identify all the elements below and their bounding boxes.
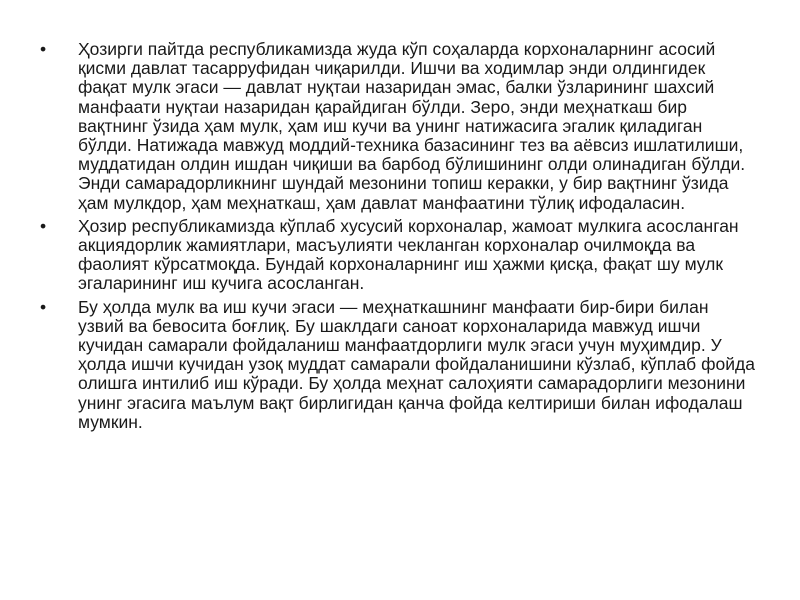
bullet-text: Бу ҳолда мулк ва иш кучи эгаси — меҳнаткашнинг манфаати бир-бири билан узвий ва бевосита боғлиқ. Бу шаклдаги саноат корхоналарида мавжуд ишчи кучидан самарали фойдаланиш манфаатдорлиги мулк эгаси учун муҳимдир. У ҳолда ишчи кучидан узоқ муддат самарали фойдаланишини кўзлаб, кўплаб фойда олишга интилиб иш кўради. Бу ҳолда меҳнат салоҳияти самарадорлиги мезонини унинг эгасига маълум вақт бирлигидан қанча фойда келтириши билан ифодалаш мумкин. bbox=[78, 296, 755, 432]
bullet-item-1 bbox=[36, 40, 756, 213]
bullet-item-2 bbox=[36, 217, 756, 294]
bullet-item-3 bbox=[36, 298, 756, 432]
bullet-dot-icon: • bbox=[40, 296, 47, 317]
bullet-text: Ҳозирги пайтда республикамизда жуда кўп соҳаларда корхоналарнинг асосий қисми давлат тасарруфидан чиқарилди. Ишчи ва ходимлар энди олдингидек фақат мулк эгаси — давлат нуқтаи назаридан эмас, балки ўзларининг шахсий манфаати нуқтаи назаридан қарайдиган бўлди. Зеро, энди меҳнаткаш бир вақтнинг ўзида ҳам мулк, ҳам иш кучи ва унинг натижасига эгалик қиладиган бўлди. Натижада мавжуд моддий-техника базасининг тез ва аёвсиз ишлатилиши, муддатидан олдин ишдан чиқиши ва барбод бўлишининг олди олинадиган бўлди. Энди самарадорликнинг шундай мезонини топиш керакки, у бир вақтнинг ўзида ҳам мулкдор, ҳам меҳнаткаш, ҳам давлат манфаатини тўлиқ ифодаласин. bbox=[78, 39, 746, 213]
bullet-list bbox=[36, 40, 756, 436]
bullet-dot-icon: • bbox=[40, 215, 47, 236]
bullet-dot-icon: • bbox=[40, 39, 47, 59]
bullet-text: Ҳозир республикамизда кўплаб хусусий корхоналар, жамоат мулкига асосланган акциядорлик жамиятлари, масъулияти чекланган корхоналар очилмоқда ва фаолият кўрсатмоқда. Бундай корхоналарнинг иш ҳажми қисқа, фақат шу мулк эгаларининг иш кучига асосланган. bbox=[78, 215, 739, 294]
